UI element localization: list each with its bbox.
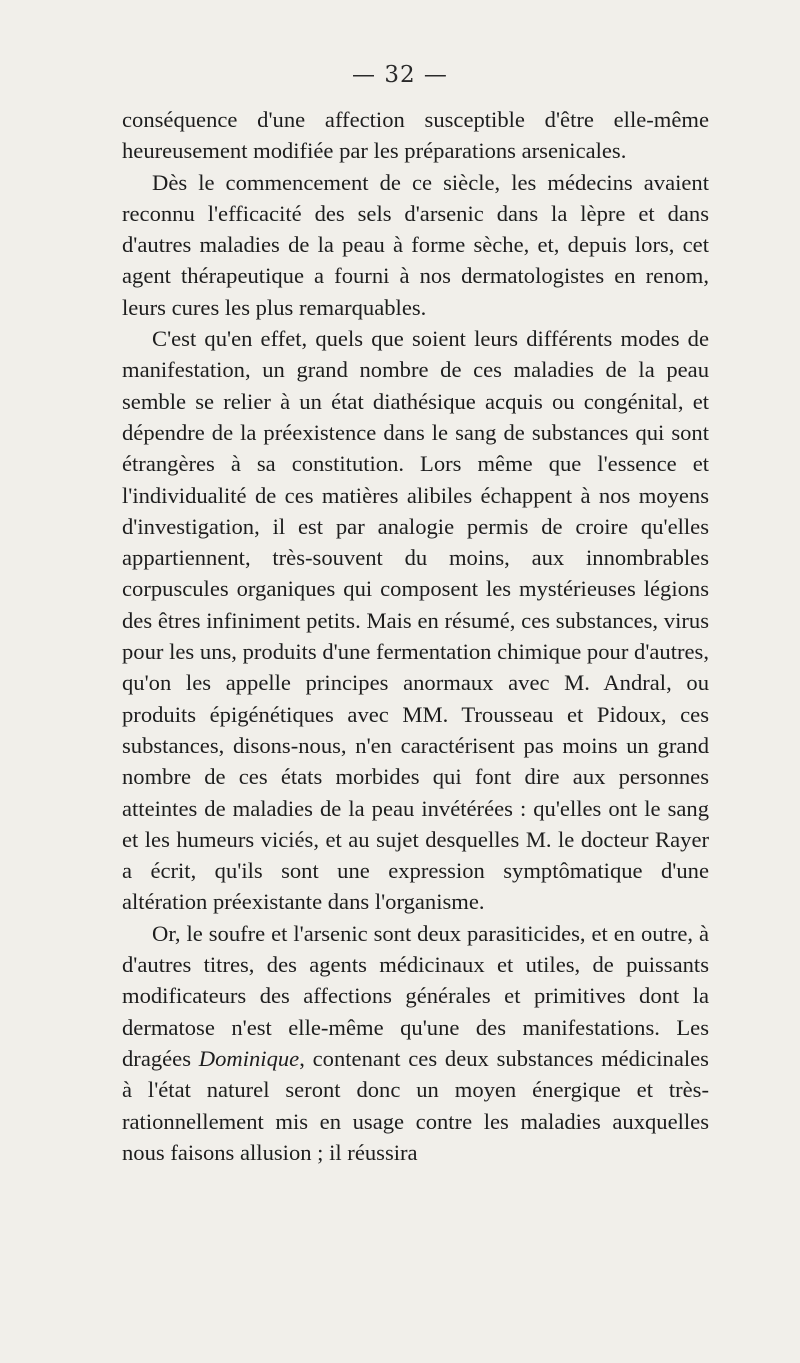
paragraph-4-italic: Dominique bbox=[198, 1045, 300, 1071]
paragraph-4 bbox=[122, 918, 709, 1168]
paragraph-4-part-1: Or, le soufre et l'arsenic sont deux parasiticides, et en outre, à d'autres titres, des agents médicinaux et utiles, de puissants modificateurs des affections générales et primitives dont la dermatose n'est elle-même qu'une des manifestations. Les dragées bbox=[122, 920, 709, 1071]
paragraph-4-part-2: , contenant ces deux substances médicinales à l'état naturel seront donc un moyen énergique et très-rationnellement mis en usage contre les maladies auxquelles nous faisons allusion ; il réussira bbox=[122, 1045, 709, 1165]
paragraph-3: C'est qu'en effet, quels que soient leurs différents modes de manifestation, un grand nombre de ces maladies de la peau semble se relier à un état diathésique acquis ou congénital, et dépendre de la préexistence dans le sang de substances qui sont étrangères à sa constitution. Lors même que l'essence et l'individualité de ces matières alibiles échappent à nos moyens d'investigation, il est par analogie permis de croire qu'elles appartiennent, très-souvent du moins, aux innombrables corpuscules organiques qui composent les mystérieuses légions des êtres infiniment petits. Mais en résumé, ces substances, virus pour les uns, produits d'une fermentation chimique pour d'autres, qu'on les appelle principes anormaux avec M. Andral, ou produits épigénétiques avec MM. Trousseau et Pidoux, ces substances, disons-nous, n'en caractérisent pas moins un grand nombre de ces états morbides qui font dire aux personnes atteintes de maladies de la peau invétérées : qu'elles ont le sang et les humeurs viciés, et au sujet desquelles M. le docteur Rayer a écrit, qu'ils sont une expression symptômatique d'une altération préexistante dans l'organisme. bbox=[122, 326, 709, 915]
paragraph-2: Dès le commencement de ce siècle, les médecins avaient reconnu l'efficacité des sels d'arsenic dans la lèpre et dans d'autres maladies de la peau à forme sèche, et, depuis lors, cet agent thérapeutique a fourni à nos dermatologistes en renom, leurs cures les plus remarquables. bbox=[122, 169, 709, 320]
body-text bbox=[122, 104, 709, 1168]
page-number: — 32 — bbox=[352, 62, 448, 88]
paragraph-1: conséquence d'une affection susceptible d'être elle-même heureusement modifiée par les préparations arsenicales. bbox=[122, 107, 709, 164]
